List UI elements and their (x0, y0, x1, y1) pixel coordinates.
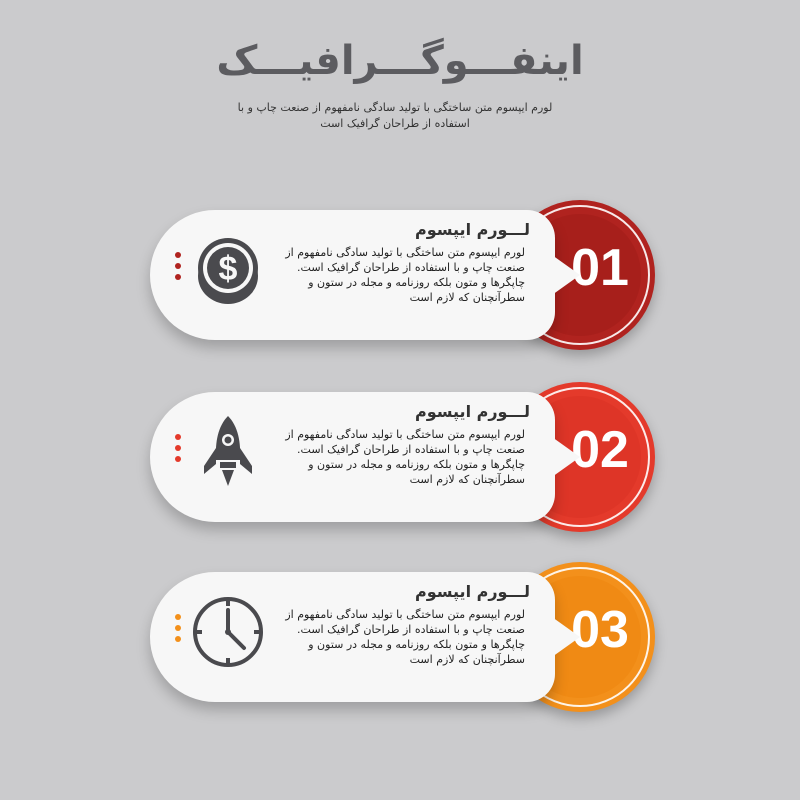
step-2-body: لورم ایپسوم متن ساختگی با تولید سادگی نامفهوم از صنعت چاپ و با استفاده از طراحان گرافیک است. چاپگرها و متون بلکه روزنامه و مجله در ستون و سطرآنچنان که لازم است (285, 428, 525, 486)
step-1-number: 01 (571, 239, 629, 297)
step-1-dots (175, 252, 183, 288)
step-3-pointer (552, 617, 580, 657)
dollar-coin-icon (190, 232, 266, 308)
step-3-body: لورم ایپسوم متن ساختگی با تولید سادگی نامفهوم از صنعت چاپ و با استفاده از طراحان گرافیک است. چاپگرها و متون بلکه روزنامه و مجله در ستون و سطرآنچنان که لازم است (285, 608, 525, 666)
svg-text:$: $ (218, 250, 238, 288)
step-3 (0, 552, 800, 722)
step-2-number: 02 (571, 421, 629, 479)
step-2-dots (175, 434, 183, 470)
clock-icon (190, 594, 266, 670)
step-1-body: لورم ایپسوم متن ساختگی با تولید سادگی نامفهوم از صنعت چاپ و با استفاده از طراحان گرافیک است. چاپگرها و متون بلکه روزنامه و مجله در ستون و سطرآنچنان که لازم است (285, 246, 525, 304)
step-1-title: لـــورم ایپسوم (414, 220, 530, 239)
rocket-icon (190, 414, 266, 490)
step-3-dots (175, 614, 183, 650)
step-2-pointer (552, 437, 580, 477)
step-1 (0, 190, 800, 360)
page-subtitle: لورم ایپسوم متن ساختگی با تولید سادگی نامفهوم از صنعت چاپ و با استفاده از طراحان گرافیک است (237, 101, 553, 130)
step-3-title: لـــورم ایپسوم (414, 582, 530, 601)
step-2-title: لـــورم ایپسوم (414, 402, 530, 421)
step-3-number: 03 (571, 601, 629, 659)
page-title: اینفـــوگـــرافیـــک (216, 38, 584, 84)
step-1-pointer (552, 255, 580, 295)
step-2 (0, 372, 800, 542)
